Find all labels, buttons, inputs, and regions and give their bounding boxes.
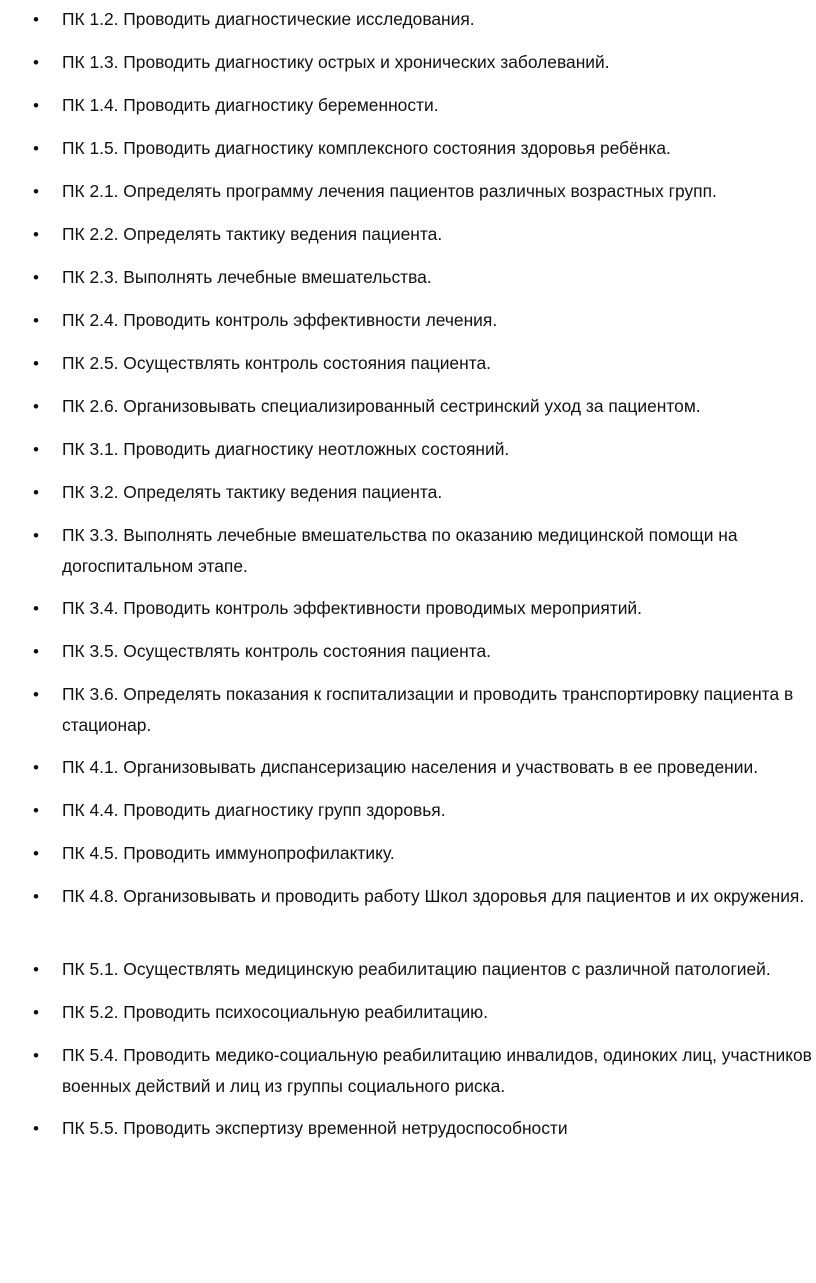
bullet-icon: • (33, 1046, 39, 1065)
bullet-icon: • (33, 225, 39, 244)
list-item (33, 4, 814, 35)
list-item (33, 593, 814, 624)
list-item (33, 176, 814, 207)
list-item-text: ПК 3.3. Выполнять лечебные вмешательства по оказанию медицинской помощи на догоспитальном этапе. (62, 525, 738, 576)
list-item-text: ПК 1.4. Проводить диагностику беременности. (62, 95, 439, 115)
list-item (33, 997, 814, 1028)
list-item (33, 838, 814, 869)
bullet-icon: • (33, 397, 39, 416)
list-item (33, 219, 814, 250)
list-item-text: ПК 3.2. Определять тактику ведения пациента. (62, 482, 443, 502)
bullet-icon: • (33, 685, 39, 704)
list-item (33, 954, 814, 985)
list-item (33, 348, 814, 379)
list-item-text: ПК 3.4. Проводить контроль эффективности проводимых мероприятий. (62, 598, 642, 618)
list-item-text: ПК 2.1. Определять программу лечения пациентов различных возрастных групп. (62, 181, 717, 201)
list-item (33, 262, 814, 293)
list-item-text: ПК 2.3. Выполнять лечебные вмешательства. (62, 267, 432, 287)
list-item-text: ПК 5.4. Проводить медико-социальную реабилитацию инвалидов, одиноких лиц, участников военных действий и лиц из группы социального риска. (62, 1045, 812, 1096)
list-item-text: ПК 2.2. Определять тактику ведения пациента. (62, 224, 443, 244)
list-item-text: ПК 3.6. Определять показания к госпитализации и проводить транспортировку пациента в стационар. (62, 684, 794, 735)
bullet-icon: • (33, 10, 39, 29)
list-item-text: ПК 5.1. Осуществлять медицинскую реабилитацию пациентов с различной патологией. (62, 959, 771, 979)
list-item-text: ПК 2.4. Проводить контроль эффективности лечения. (62, 310, 498, 330)
bullet-icon: • (33, 354, 39, 373)
bullet-icon: • (33, 311, 39, 330)
list-item (33, 305, 814, 336)
bullet-icon: • (33, 758, 39, 777)
list-item-text: ПК 4.4. Проводить диагностику групп здоровья. (62, 800, 446, 820)
list-item-text: ПК 5.2. Проводить психосоциальную реабилитацию. (62, 1002, 489, 1022)
bullet-icon: • (33, 96, 39, 115)
list-item (33, 881, 814, 912)
bullet-icon: • (33, 53, 39, 72)
list-item-text: ПК 1.2. Проводить диагностические исследования. (62, 9, 475, 29)
bullet-icon: • (33, 599, 39, 618)
list-item-text: ПК 3.5. Осуществлять контроль состояния пациента. (62, 641, 491, 661)
bullet-icon: • (33, 844, 39, 863)
list-item-text: ПК 3.1. Проводить диагностику неотложных состояний. (62, 439, 510, 459)
list-item-text: ПК 1.5. Проводить диагностику комплексного состояния здоровья ребёнка. (62, 138, 671, 158)
bullet-icon: • (33, 960, 39, 979)
list-item (33, 679, 814, 741)
list-item-text: ПК 4.8. Организовывать и проводить работу Школ здоровья для пациентов и их окружения. (62, 886, 805, 906)
bullet-icon: • (33, 139, 39, 158)
list-item (33, 795, 814, 826)
bullet-icon: • (33, 182, 39, 201)
list-item-text: ПК 1.3. Проводить диагностику острых и хронических заболеваний. (62, 52, 610, 72)
bullet-icon: • (33, 1003, 39, 1022)
bullet-icon: • (33, 1119, 39, 1138)
list-item (33, 434, 814, 465)
list-item (33, 1040, 814, 1102)
list-item-text: ПК 4.5. Проводить иммунопрофилактику. (62, 843, 395, 863)
bullet-icon: • (33, 440, 39, 459)
list-item (33, 90, 814, 121)
list-item (33, 520, 814, 582)
list-item (33, 1113, 814, 1144)
bullet-icon: • (33, 887, 39, 906)
list-item (33, 477, 814, 508)
bullet-icon: • (33, 801, 39, 820)
list-item-text: ПК 2.6. Организовывать специализированный сестринский уход за пациентом. (62, 396, 701, 416)
list-item (33, 133, 814, 164)
list-item (33, 47, 814, 78)
list-item (33, 636, 814, 667)
list-item (33, 391, 814, 422)
bullet-icon: • (33, 526, 39, 545)
list-item-text: ПК 2.5. Осуществлять контроль состояния пациента. (62, 353, 491, 373)
bullet-icon: • (33, 642, 39, 661)
bullet-icon: • (33, 483, 39, 502)
bullet-icon: • (33, 268, 39, 287)
list-item (33, 752, 814, 783)
list-item-text: ПК 5.5. Проводить экспертизу временной нетрудоспособности (62, 1118, 568, 1138)
list-item-text: ПК 4.1. Организовывать диспансеризацию населения и участвовать в ее проведении. (62, 757, 759, 777)
